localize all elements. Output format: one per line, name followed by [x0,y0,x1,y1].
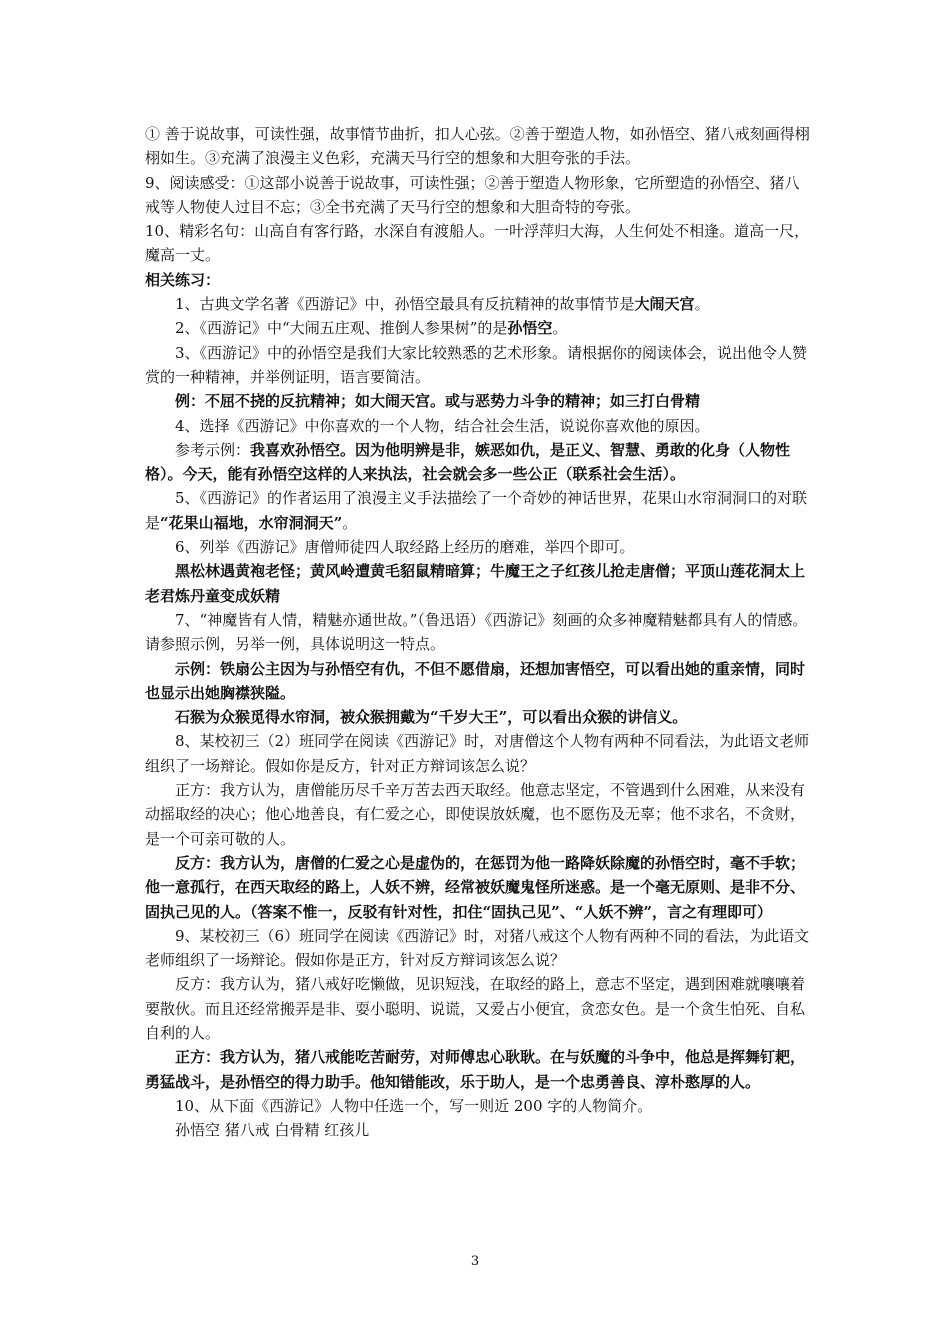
question-10-names: 孙悟空 猪八戒 白骨精 红孩儿 [175,1121,370,1140]
paragraph-famous-quotes: 10、精彩名句：山高自有客行路，水深自有渡船人。一叶浮萍归大海，人生何处不相逢。道高一尺，魔高一丈。 [145,222,810,265]
question-4: 4、选择《西游记》中你喜欢的一个人物，结合社会生活，说说你喜欢他的原因。 [175,416,710,435]
question-1 [145,292,813,316]
question-8-answer: 反方：我方认为，唐僧的仁爱之心是虚伪的，在惩罚为他一路降妖除魔的孙悟空时，毫不手软；他一意孤行，在西天取经的路上，人妖不辨，经常被妖魔鬼怪所迷惑。是一个毫无原则、是非不分、固执己见的人。（答案不惟一，反驳有针对性，扣住“固执己见”、“人妖不辨”，言之有理即可） [145,853,806,921]
question-9-answer: 正方：我方认为，猪八戒能吃苦耐劳，对师傅忠心耿耿。在与妖魔的斗争中，他总是挥舞钉耙，勇猛战斗，是孙悟空的得力助手。他知错能改，乐于助人，是一个忠勇善良、淳朴憨厚的人。 [145,1048,806,1091]
question-7-answer: 石猴为众猴觅得水帘洞，被众猴拥戴为“千岁大王”，可以看出众猴的讲信义。 [175,708,688,727]
question-5-tail: 。 [342,513,358,532]
question-1-text: 1、古典文学名著《西游记》中，孙悟空最具有反抗精神的故事情节是 [175,295,635,314]
question-10: 10、从下面《西游记》人物中任选一个，写一则近 200 字的人物简介。 [175,1096,653,1115]
question-6-answer: 黑松林遇黄袍老怪；黄风岭遭黄毛貂鼠精暗算；牛魔王之子红孩儿抢走唐僧；平顶山莲花洞太上老君炼丹童变成妖精 [145,562,806,605]
question-1-tail: 。 [694,295,710,314]
question-5-answer: “花果山福地，水帘洞洞天” [160,513,343,532]
question-9-con-side: 反方：我方认为，猪八戒好吃懒做，见识短浅，在取经的路上，意志不坚定，遇到困难就嚷嚷着要散伙。而且还经常搬弄是非、耍小聪明、说谎，又爱占小便宜，贪恋女色。是一个贪生怕死、自私自利的人。 [145,975,806,1042]
paragraph-features: ① 善于说故事，可读性强，故事情节曲折，扣人心弦。②善于塑造人物，如孙悟空、猪八戒刻画得栩栩如生。③充满了浪漫主义色彩，充满天马行空的想象和大胆夸张的手法。 [145,125,810,168]
page-number: 3 [470,1254,480,1269]
question-2-text: 2、《西游记》中“大闹五庄观、推倒人参果树”的是 [175,319,508,338]
question-4-answer-block [145,438,813,487]
question-9: 9、某校初三（6）班同学在阅读《西游记》时，对猪八戒这个人物有两种不同的看法，为此语文老师组织了一场辩论。假如你是正方，针对反方辩词该怎么说？ [145,926,810,970]
question-4-answer: 我喜欢孙悟空。因为他明辨是非，嫉恶如仇，是正义、智慧、勇敢的化身（人物性格）。今天，能有孙悟空这样的人来执法，社会就会多一些公正（联系社会生活）。 [145,440,791,484]
question-3-answer: 例：不屈不挠的反抗精神；如大闹天宫。或与恶势力斗争的精神；如三打白骨精 [175,392,701,411]
question-6: 6、列举《西游记》唐僧师徒四人取经路上经历的磨难，举四个即可。 [175,538,635,557]
question-4-answer-prefix: 参考示例： [175,440,251,459]
question-2-tail: 。 [552,319,568,338]
question-8: 8、某校初三（2）班同学在阅读《西游记》时，对唐僧这个人物有两种不同看法，为此语文老师组织了一场辩论。假如你是反方，针对正方辩词该怎么说？ [145,732,810,775]
question-7: 7、“神魔皆有人情，精魅亦通世故。”（鲁迅语）《西游记》刻画的众多神魔精魅都具有人的情感。请参照示例，另举一例，具体说明这一特点。 [145,610,808,654]
question-8-pro-side: 正方：我方认为，唐僧能历尽千辛万苦去西天取经。他意志坚定，不管遇到什么困难，从来没有动摇取经的决心；他心地善良，有仁爱之心，即使误放妖魔，也不愿伤及无辜；他不求名，不贪财，是一个可亲可敬的人。 [145,781,806,848]
question-7-example: 示例：铁扇公主因为与孙悟空有仇，不但不愿借扇，还想加害悟空，可以看出她的重亲情，同时也显示出她胸襟狭隘。 [145,659,806,702]
question-2 [145,316,813,340]
question-1-answer: 大闹天宫 [634,295,695,314]
question-5-text: 5、《西游记》的作者运用了浪漫主义手法描绘了一个奇妙的神话世界，花果山水帘洞洞口的对联是 [145,489,808,532]
question-5 [145,486,813,535]
question-3: 3、《西游记》中的孙悟空是我们大家比较熟悉的艺术形象。请根据你的阅读体会，说出他令人赞赏的一种精神，并举例证明，语言要简洁。 [145,343,808,386]
question-2-answer: 孙悟空 [507,319,553,338]
page-content [145,122,813,1142]
section-title: 相关练习： [145,270,221,289]
paragraph-reading-feeling: 9、阅读感受：①这部小说善于说故事，可读性强；②善于塑造人物形象，它所塑造的孙悟空、猪八戒等人物使人过目不忘；③全书充满了天马行空的想象和大胆奇特的夸张。 [145,173,800,216]
